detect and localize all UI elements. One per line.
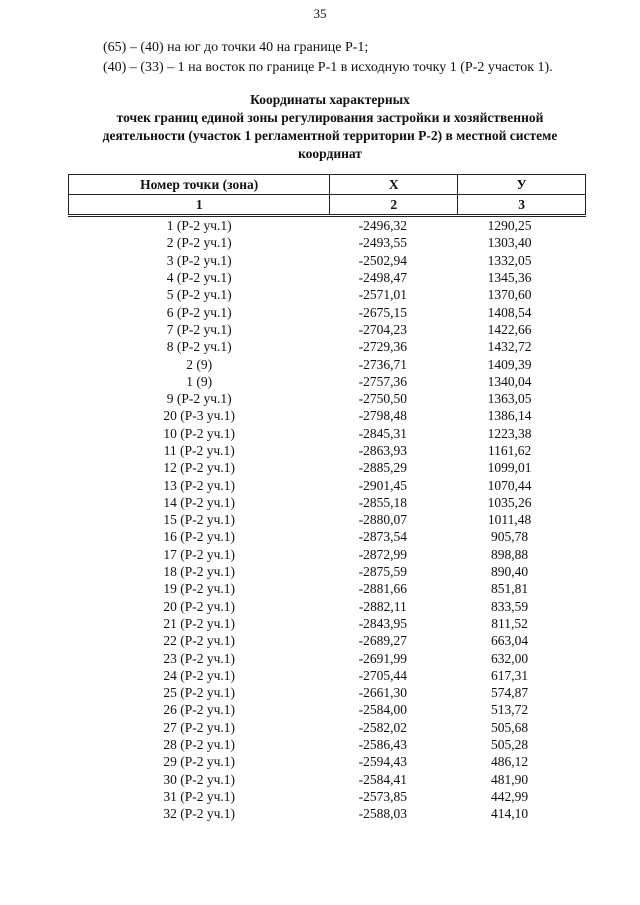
x-cell: -2691,99 [358,650,407,666]
point-cell: 8 (Р-2 уч.1) [166,339,232,355]
page-number: 35 [313,6,327,21]
point-cell: 2 (9) [186,356,213,372]
x-cell: -2845,31 [358,425,407,441]
table-row [69,684,586,701]
x-cell: -2493,55 [358,235,407,251]
table-row [69,615,586,632]
table-body [69,216,586,823]
x-cell: -2873,54 [358,529,407,545]
title-line: точек границ единой зоны регулирования застройки и хозяйственной [116,110,544,125]
y-cell: 1332,05 [487,252,532,268]
x-cell: -2798,48 [358,408,407,424]
y-cell: 1223,38 [487,425,532,441]
point-cell: 19 (Р-2 уч.1) [163,581,236,597]
x-cell: -2729,36 [358,339,407,355]
point-cell: 27 (Р-2 уч.1) [163,719,236,735]
y-cell: 833,59 [491,598,529,614]
point-cell: 17 (Р-2 уч.1) [163,546,236,562]
x-cell: -2881,66 [358,581,407,597]
table-row [69,373,586,390]
point-cell: 24 (Р-2 уч.1) [163,667,236,683]
y-cell: 905,78 [491,529,529,545]
table-header-row [69,175,586,195]
intro-line: (40) – (33) – 1 на восток по границе Р-1 в исходную точку 1 (Р-2 участок 1). [103,60,553,75]
intro-text [103,38,553,78]
x-cell: -2863,93 [358,443,407,458]
x-cell: -2584,00 [358,702,407,718]
y-cell: 1363,05 [487,391,532,407]
y-cell: 1386,14 [487,408,532,424]
table-row [69,234,586,251]
point-cell: 3 (Р-2 уч.1) [166,252,232,268]
table-row [69,805,586,822]
x-cell: -2855,18 [358,494,407,510]
y-cell: 481,90 [491,771,529,787]
point-cell: 12 (Р-2 уч.1) [163,460,236,476]
point-cell: 30 (Р-2 уч.1) [163,771,236,787]
x-cell: -2880,07 [358,512,407,528]
point-cell: 31 (Р-2 уч.1) [163,788,236,804]
table-row [69,649,586,666]
y-cell: 414,10 [491,806,529,822]
y-cell: 1345,36 [487,270,532,286]
x-cell: -2875,59 [358,564,407,580]
table-row [69,632,586,649]
table-row [69,355,586,372]
table-row [69,546,586,563]
column-number-2: 2 [330,195,458,216]
column-header-point: Номер точки (зона) [69,175,330,195]
column-number-3: 3 [458,195,586,216]
y-cell: 1432,72 [487,339,532,355]
y-cell: 851,81 [491,581,529,597]
point-cell: 15 (Р-2 уч.1) [163,512,236,528]
y-cell: 1099,01 [487,460,532,476]
point-cell: 20 (Р-2 уч.1) [163,598,236,614]
x-cell: -2901,45 [358,477,407,493]
y-cell: 1070,44 [487,477,532,493]
y-cell: 574,87 [491,685,529,701]
x-cell: -2689,27 [358,633,407,649]
point-cell: 7 (Р-2 уч.1) [166,321,232,337]
point-cell: 2 (Р-2 уч.1) [166,235,232,251]
point-cell: 13 (Р-2 уч.1) [163,477,236,493]
table-row [69,442,586,459]
x-cell: -2750,50 [358,391,407,407]
point-cell: 23 (Р-2 уч.1) [163,650,236,666]
table-row [69,719,586,736]
x-cell: -2496,32 [358,218,407,234]
x-cell: -2757,36 [358,373,407,389]
table-row [69,338,586,355]
table-row [69,736,586,753]
y-cell: 442,99 [491,788,529,804]
y-cell: 632,00 [491,650,529,666]
x-cell: -2582,02 [358,719,407,735]
point-cell: 5 (Р-2 уч.1) [166,287,232,303]
table-row [69,667,586,684]
y-cell: 1035,26 [487,494,532,510]
title-line: координат [298,146,362,161]
point-cell: 14 (Р-2 уч.1) [163,494,236,510]
point-cell: 11 (Р-2 уч.1) [163,443,235,458]
y-cell: 1408,54 [487,304,532,320]
x-cell: -2588,03 [358,806,407,822]
y-cell: 811,52 [491,615,528,631]
point-cell: 25 (Р-2 уч.1) [163,685,236,701]
point-cell: 32 (Р-2 уч.1) [163,806,236,822]
title-line: деятельности (участок 1 регламентной территории Р-2) в местной системе [102,128,558,143]
table-row [69,390,586,407]
x-cell: -2573,85 [358,788,407,804]
y-cell: 1409,39 [487,356,532,372]
y-cell: 505,68 [491,719,529,735]
table-row [69,321,586,338]
column-number-1: 1 [69,195,330,216]
point-cell: 9 (Р-2 уч.1) [166,391,232,407]
table-row [69,771,586,788]
table-row [69,303,586,320]
x-cell: -2885,29 [358,460,407,476]
y-cell: 1422,66 [487,321,532,337]
x-cell: -2705,44 [358,667,407,683]
table-row [69,528,586,545]
point-cell: 10 (Р-2 уч.1) [163,425,236,441]
x-cell: -2498,47 [358,270,407,286]
y-cell: 486,12 [491,754,529,770]
x-cell: -2882,11 [358,598,407,614]
x-cell: -2736,71 [358,356,407,372]
table-row [69,598,586,615]
table-row [69,701,586,718]
title-line: Координаты характерных [250,92,410,107]
table-row [69,476,586,493]
x-cell: -2586,43 [358,737,407,753]
point-cell: 4 (Р-2 уч.1) [166,270,232,286]
table-title [60,91,600,163]
table-row [69,216,586,235]
point-cell: 6 (Р-2 уч.1) [166,304,232,320]
table-row [69,269,586,286]
table-row [69,425,586,442]
point-cell: 21 (Р-2 уч.1) [163,615,236,631]
x-cell: -2661,30 [358,685,407,701]
table-row [69,511,586,528]
intro-line: (65) – (40) на юг до точки 40 на границе Р-1; [103,40,369,55]
x-cell: -2594,43 [358,754,407,770]
point-cell: 18 (Р-2 уч.1) [163,564,236,580]
table-row [69,788,586,805]
table-header-numbers-row [69,195,586,216]
y-cell: 513,72 [491,702,529,718]
table-row [69,286,586,303]
x-cell: -2843,95 [358,615,407,631]
table-row [69,459,586,476]
x-cell: -2675,15 [358,304,407,320]
y-cell: 1303,40 [487,235,532,251]
x-cell: -2502,94 [358,252,407,268]
x-cell: -2704,23 [358,321,407,337]
table-row [69,407,586,424]
y-cell: 505,28 [491,737,529,753]
y-cell: 1161,62 [487,443,532,458]
table-row [69,252,586,269]
y-cell: 1370,60 [487,287,532,303]
table-row [69,494,586,511]
point-cell: 22 (Р-2 уч.1) [163,633,236,649]
column-header-x: Х [330,175,458,195]
x-cell: -2571,01 [358,287,407,303]
y-cell: 617,31 [491,667,529,683]
y-cell: 890,40 [491,564,529,580]
point-cell: 28 (Р-2 уч.1) [163,737,236,753]
table-row [69,563,586,580]
point-cell: 1 (Р-2 уч.1) [166,218,232,234]
y-cell: 1340,04 [487,373,532,389]
point-cell: 26 (Р-2 уч.1) [163,702,236,718]
y-cell: 663,04 [491,633,529,649]
table-row [69,580,586,597]
y-cell: 898,88 [491,546,529,562]
coordinates-table [68,174,586,822]
x-cell: -2584,41 [358,771,407,787]
y-cell: 1290,25 [487,218,532,234]
point-cell: 29 (Р-2 уч.1) [163,754,236,770]
table-row [69,753,586,770]
y-cell: 1011,48 [487,512,532,528]
point-cell: 20 (Р-3 уч.1) [163,408,236,424]
column-header-y: У [458,175,586,195]
x-cell: -2872,99 [358,546,407,562]
point-cell: 1 (9) [186,373,213,389]
point-cell: 16 (Р-2 уч.1) [163,529,236,545]
